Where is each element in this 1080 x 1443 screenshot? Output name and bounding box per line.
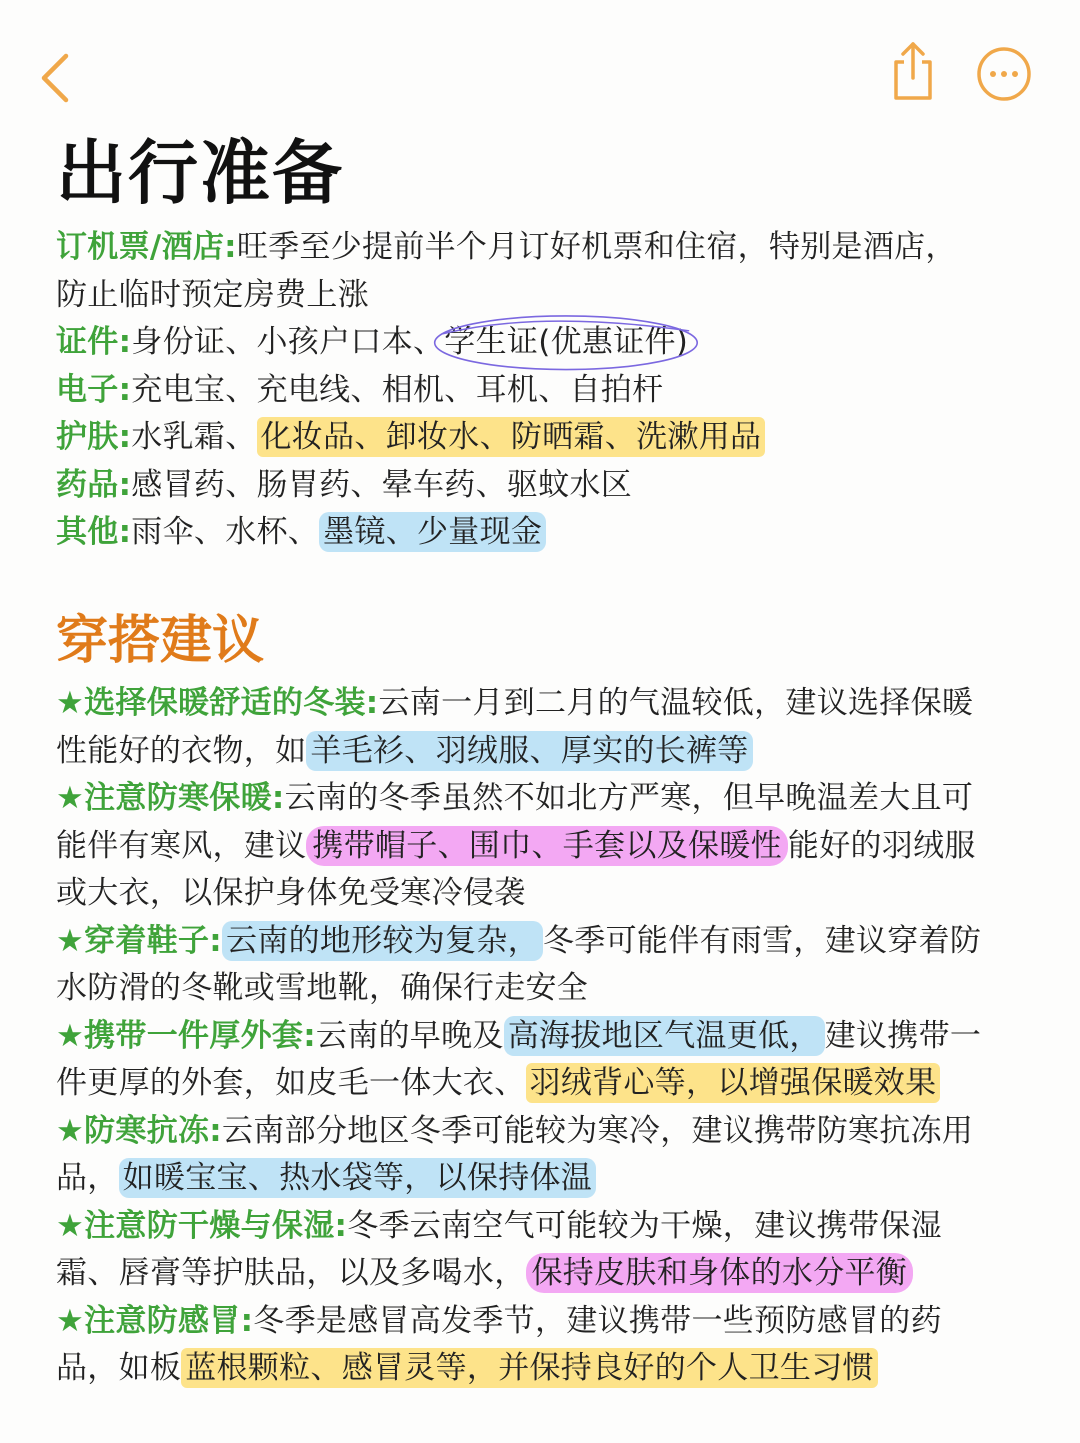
item-label: 其他:	[56, 514, 132, 550]
item-text: 防止临时预定房费上涨	[56, 276, 369, 313]
list-item	[56, 462, 1046, 510]
item-text: 冬季云南空气可能较为干燥，建议携带保湿	[347, 1207, 942, 1244]
item-label: ★注意防干燥与保湿:	[56, 1207, 348, 1244]
paragraph-line	[56, 728, 1046, 776]
paragraph-line	[56, 1203, 1046, 1251]
item-label: ★防寒抗冻:	[56, 1112, 222, 1149]
paragraph-line	[56, 1250, 1046, 1298]
highlight-blue: 高海拔地区气温更低，	[504, 1016, 825, 1056]
circled-text-label: 学生证(优惠证件)	[444, 324, 689, 360]
list-item	[56, 509, 1046, 557]
travel-prep-list	[56, 224, 1046, 557]
list-item	[56, 224, 1046, 272]
circle-annotation	[432, 313, 700, 373]
item-text: 充电宝、充电线、相机、耳机、自拍杆	[131, 371, 664, 408]
paragraph-line	[56, 918, 1046, 966]
item-label: 护肤:	[56, 419, 132, 455]
item-text: 水乳霜、	[131, 419, 257, 455]
paragraph-line	[56, 1155, 1046, 1203]
item-text: 旺季至少提前半个月订好机票和住宿，特别是酒店，	[236, 229, 957, 265]
chevron-left-icon[interactable]	[36, 50, 76, 106]
item-label: 证件:	[56, 324, 132, 360]
highlight-pink: 携带帽子、围巾、手套以及保暖性	[306, 826, 788, 866]
item-text: 能好的羽绒服	[787, 827, 976, 864]
item-label: 药品:	[56, 466, 132, 503]
item-text: 冬季可能伴有雨雪，建议穿着防	[543, 922, 982, 959]
paragraph-line	[56, 1298, 1046, 1346]
item-label: ★注意防寒保暖:	[56, 780, 285, 816]
highlight-blue: 墨镜、少量现金	[319, 512, 546, 552]
highlight-blue: 云南的地形较为复杂，	[222, 921, 543, 961]
item-text: 件更厚的外套，如皮毛一体大衣、	[56, 1065, 526, 1101]
paragraph-line	[56, 965, 1046, 1013]
item-text: 云南部分地区冬季可能较为寒冷，建议携带防寒抗冻用	[222, 1112, 974, 1149]
item-text: 云南的早晚及	[315, 1017, 504, 1054]
highlight-yellow: 蓝根颗粒、感冒灵等，并保持良好的个人卫生习惯	[181, 1348, 878, 1388]
item-text: 能伴有寒风，建议	[56, 827, 307, 864]
item-text: 云南一月到二月的气温较低，建议选择保暖	[378, 685, 974, 721]
item-text: 感冒药、肠胃药、晕车药、驱蚊水区	[131, 466, 633, 503]
section-title: 穿搭建议	[56, 611, 265, 671]
list-item	[56, 367, 1046, 415]
item-label: ★携带一件厚外套:	[56, 1017, 316, 1054]
circled-text	[444, 319, 688, 367]
item-text: 或大衣，以保护身体免受寒冷侵袭	[56, 875, 526, 911]
page-title: 出行准备	[56, 132, 344, 214]
highlight-blue: 如暖宝宝、热水袋等，以保持体温	[119, 1158, 597, 1198]
item-label: ★注意防感冒:	[56, 1302, 254, 1339]
item-label: ★穿着鞋子:	[56, 922, 222, 959]
item-text: 品，	[56, 1160, 119, 1196]
paragraph-line	[56, 1060, 1046, 1108]
item-text: 冬季是感冒高发季节，建议携带一些预防感冒的药	[253, 1302, 942, 1339]
item-text: 霜、唇膏等护肤品，以及多喝水，	[56, 1255, 526, 1291]
item-text: 水防滑的冬靴或雪地靴，确保行走安全	[56, 970, 589, 1006]
item-label: ★选择保暖舒适的冬装:	[56, 685, 379, 721]
item-text: 品，如板	[56, 1350, 182, 1386]
outfit-advice-list	[56, 680, 1046, 1393]
share-icon[interactable]	[888, 40, 938, 102]
item-text: 建议携带一	[824, 1017, 982, 1054]
highlight-yellow: 羽绒背心等，以增强保暖效果	[526, 1063, 941, 1103]
highlight-pink: 保持皮肤和身体的水分平衡	[526, 1253, 914, 1293]
more-icon[interactable]	[976, 46, 1032, 102]
paragraph-line	[56, 870, 1046, 918]
item-label: 订机票/酒店:	[56, 229, 237, 265]
paragraph-line	[56, 1013, 1046, 1061]
item-label: 电子:	[56, 371, 132, 408]
paragraph-line	[56, 775, 1046, 823]
list-item	[56, 414, 1046, 462]
paragraph-line	[56, 823, 1046, 871]
item-text: 雨伞、水杯、	[131, 514, 320, 550]
item-text: 云南的冬季虽然不如北方严寒，但早晚温差大且可	[284, 780, 974, 816]
paragraph-line	[56, 680, 1046, 728]
item-text: 性能好的衣物，如	[56, 732, 307, 769]
list-item	[56, 272, 1046, 320]
paragraph-line	[56, 1108, 1046, 1156]
list-item	[56, 319, 1046, 367]
highlight-blue: 羊毛衫、羽绒服、厚实的长裤等	[306, 731, 752, 771]
item-text: 身份证、小孩户口本、	[131, 324, 445, 360]
paragraph-line	[56, 1345, 1046, 1393]
highlight-yellow: 化妆品、卸妆水、防晒霜、洗漱用品	[257, 417, 766, 457]
